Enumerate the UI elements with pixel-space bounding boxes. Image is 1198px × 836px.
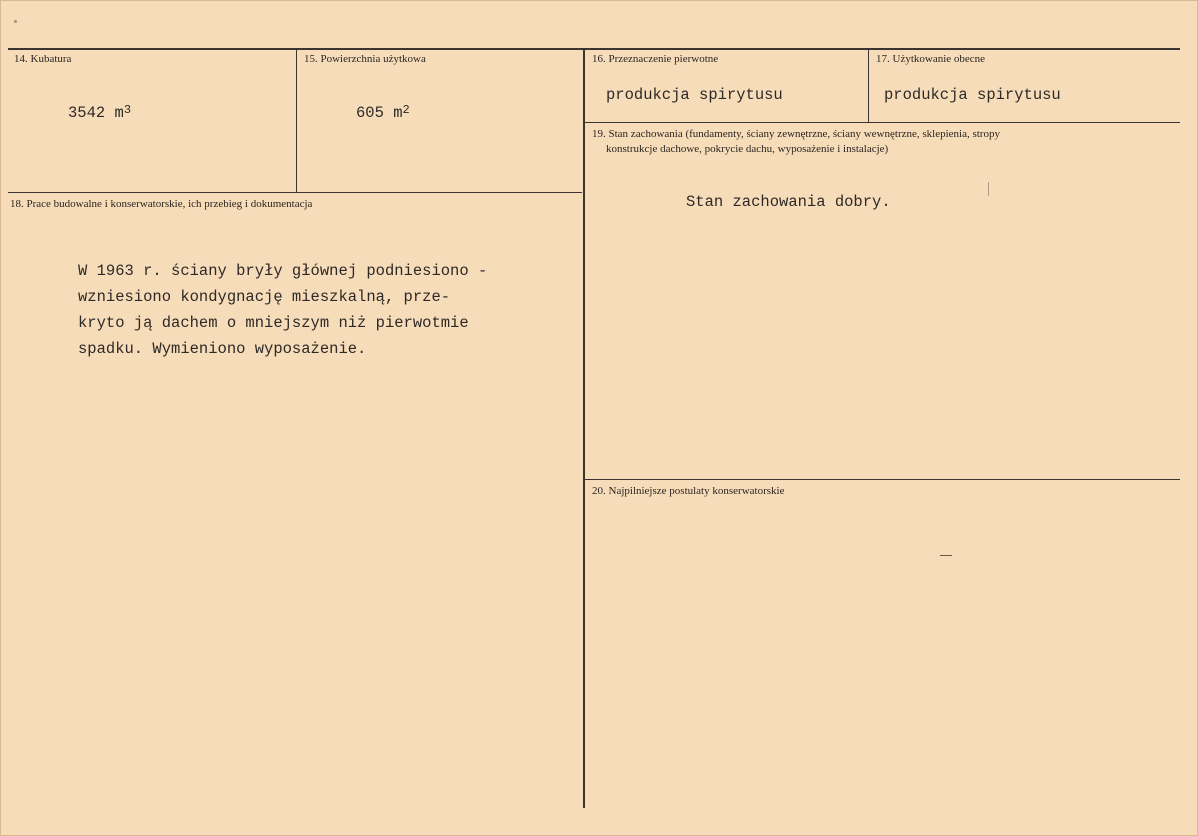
top-rule: [8, 48, 1180, 50]
field-19-value: Stan zachowania dobry.: [686, 193, 891, 211]
rule-14-15-bottom: [8, 192, 582, 193]
cubature-number: 3542 m: [68, 104, 124, 122]
cubature-exponent: 3: [123, 103, 132, 117]
paper-mark: [940, 555, 952, 556]
divider-14-15: [296, 48, 297, 193]
field-14-value: [68, 104, 131, 122]
area-exponent: 2: [402, 103, 410, 117]
area-number: 605 m: [356, 104, 403, 122]
field-14-label: 14. Kubatura: [14, 53, 72, 65]
divider-16-17: [868, 48, 869, 123]
field-17-label: 17. Użytkowanie obecne: [876, 53, 986, 65]
paper-mark: [988, 182, 989, 196]
rule-19-bottom: [584, 479, 1180, 480]
field-15-label: 15. Powierzchnia użytkowa: [304, 53, 426, 65]
field-16-label: 16. Przeznaczenie pierwotne: [592, 53, 719, 65]
field-18-line: spadku. Wymieniono wyposażenie.: [78, 340, 367, 358]
field-18-line: kryto ją dachem o mniejszym niż pierwotmie: [78, 314, 469, 332]
field-19-label-line2: konstrukcje dachowe, pokrycie dachu, wyposażenie i instalacje): [606, 143, 889, 155]
field-18-line: W 1963 r. ściany bryły głównej podniesiono -: [78, 262, 488, 280]
field-16-value: produkcja spirytusu: [606, 86, 783, 104]
field-17-value: produkcja spirytusu: [884, 86, 1061, 104]
field-15-value: [356, 104, 410, 122]
divider-center: [583, 48, 585, 808]
field-18-label: 18. Prace budowalne i konserwatorskie, ich przebieg i dokumentacja: [10, 198, 313, 210]
field-20-label: 20. Najpilniejsze postulaty konserwatorskie: [592, 485, 785, 497]
paper-mark: [14, 20, 17, 23]
rule-16-17-bottom: [584, 122, 1180, 123]
field-18-line: wzniesiono kondygnację mieszkalną, prze-: [78, 288, 451, 306]
field-19-label-line1: 19. Stan zachowania (fundamenty, ściany zewnętrzne, ściany wewnętrzne, sklepienia, stropy: [592, 128, 1000, 140]
field-18-text: [78, 258, 487, 362]
